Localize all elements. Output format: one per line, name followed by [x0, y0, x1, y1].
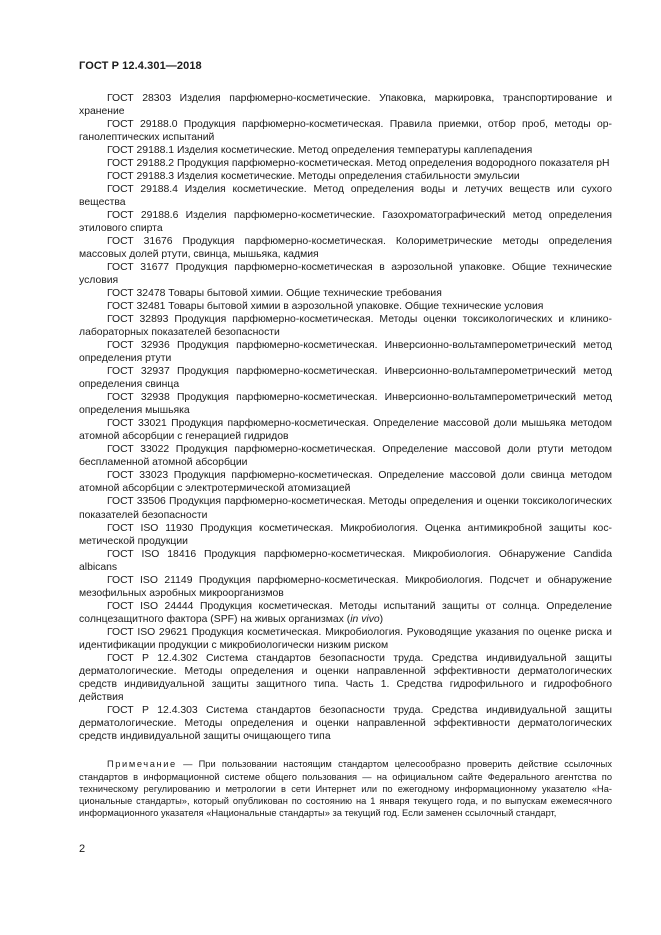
reference-item: ГОСТ ISO 29621 Продукция косметическая. Микробиология. Руководящие указания по оценке риска и идентификации продукции с микробиологически низким риском: [79, 626, 612, 651]
reference-item: ГОСТ Р 12.4.303 Система стандартов безопасности труда. Средства индивидуальной защиты дерматологические. Методы определения и оценки направленной эффективности дерматологических средств индивидуальной защиты очищающего типа: [79, 704, 612, 742]
page-number: 2: [79, 843, 86, 855]
note-text: — При пользовании настоящим стандартом целесообразно проверить действие ссылочных стандартов в информационной системе общего пользования — на официальном сайте Федерального агентства по техническому регулированию и метрологии в сети Интернет или по ежегодному информационному указателю «Национальные стандарты», который опубликован по состоянию на 1 января текущего года, и по выпускам ежемесячного информационного указателя «Национальные стандарты» за текущий год. Если заменен ссылочный стандарт,: [79, 759, 612, 819]
footnote-note: [79, 758, 612, 819]
reference-item: ГОСТ ISO 21149 Продукция парфюмерно-косметическая. Микробиология. Подсчет и обнаружение мезофильных аэробных микроорганизмов: [79, 574, 612, 599]
normative-references-list: [79, 92, 612, 743]
reference-item: ГОСТ ISO 11930 Продукция косметическая. Микробиология. Оценка антимикробной защиты косметической продукции: [79, 522, 612, 547]
reference-item: ГОСТ 29188.1 Изделия косметические. Метод определения температуры каплепадения: [107, 145, 533, 157]
reference-item: ГОСТ 31676 Продукция парфюмерно-косметическая. Колориметрические методы определения массовых долей ртути, свинца, мышьяка, кадмия: [79, 236, 612, 261]
reference-item: ГОСТ 33021 Продукция парфюмерно-косметическая. Определение массовой доли мышьяка методом атомной абсорбции с генерацией гидридов: [79, 418, 612, 443]
reference-item: ГОСТ Р 12.4.302 Система стандартов безопасности труда. Средства индивидуальной защиты дерматологические. Методы определения и оценки направленной эффективности дерматологических средств индивидуальной защиты защитного типа. Часть 1. Средства гидрофильного и гидрофобного действия: [79, 652, 612, 703]
reference-item: ГОСТ 32893 Продукция парфюмерно-косметическая. Методы оценки токсикологических и клинико-лабораторных показателей безопасности: [79, 314, 612, 339]
reference-item: ГОСТ 29188.4 Изделия косметические. Метод определения воды и летучих веществ или сухого вещества: [79, 184, 612, 209]
reference-item: ГОСТ 28303 Изделия парфюмерно-косметические. Упаковка, маркировка, транспортирование и хранение: [79, 93, 612, 118]
document-header: ГОСТ Р 12.4.301—2018: [79, 60, 202, 72]
reference-item-iso-24444: [79, 600, 612, 626]
reference-text-end: ): [379, 613, 384, 625]
reference-item: ГОСТ 31677 Продукция парфюмерно-косметическая в аэрозольной упаковке. Общие технические условия: [79, 262, 612, 287]
reference-item: ГОСТ 33506 Продукция парфюмерно-косметическая. Методы определения и оценки токсикологических показателей безопасности: [79, 496, 612, 521]
reference-item: ГОСТ 32936 Продукция парфюмерно-косметическая. Инверсионно-вольтамперометрический метод определения ртути: [79, 340, 612, 365]
reference-item: ГОСТ 32937 Продукция парфюмерно-косметическая. Инверсионно-вольтамперометрический метод определения свинца: [79, 366, 612, 391]
reference-item: ГОСТ 33023 Продукция парфюмерно-косметическая. Определение массовой доли свинца методом атомной абсорбции с электротермической атомизацией: [79, 470, 612, 495]
reference-item: ГОСТ 32481 Товары бытовой химии в аэрозольной упаковке. Общие технические условия: [107, 301, 544, 313]
reference-item: ГОСТ 29188.3 Изделия косметические. Методы определения стабильности эмульсии: [107, 171, 520, 183]
reference-italic-term: in vivo: [350, 613, 380, 625]
reference-text: ГОСТ ISO 24444 Продукция косметическая. Методы испытаний защиты от солнца. Определение солнцезащитного фактора (SPF) на живых организмах (: [79, 600, 612, 625]
reference-item: ГОСТ 29188.6 Изделия парфюмерно-косметические. Газохроматографический метод определения этилового спирта: [79, 210, 612, 235]
reference-item: ГОСТ ISO 18416 Продукция парфюмерно-косметическая. Микробиология. Обнаружение Candida albicans: [79, 548, 612, 573]
reference-item: ГОСТ 29188.0 Продукция парфюмерно-косметическая. Правила приемки, отбор проб, методы органолептических испытаний: [79, 119, 612, 144]
note-label: Примечание: [107, 759, 177, 770]
reference-item: ГОСТ 32478 Товары бытовой химии. Общие технические требования: [107, 288, 442, 300]
reference-item: ГОСТ 33022 Продукция парфюмерно-косметическая. Определение массовой доли ртути методом беспламенной атомной абсорбции: [79, 444, 612, 469]
reference-item: ГОСТ 29188.2 Продукция парфюмерно-косметическая. Метод определения водородного показателя pH: [107, 158, 610, 170]
reference-item: ГОСТ 32938 Продукция парфюмерно-косметическая. Инверсионно-вольтамперометрический метод определения мышьяка: [79, 392, 612, 417]
